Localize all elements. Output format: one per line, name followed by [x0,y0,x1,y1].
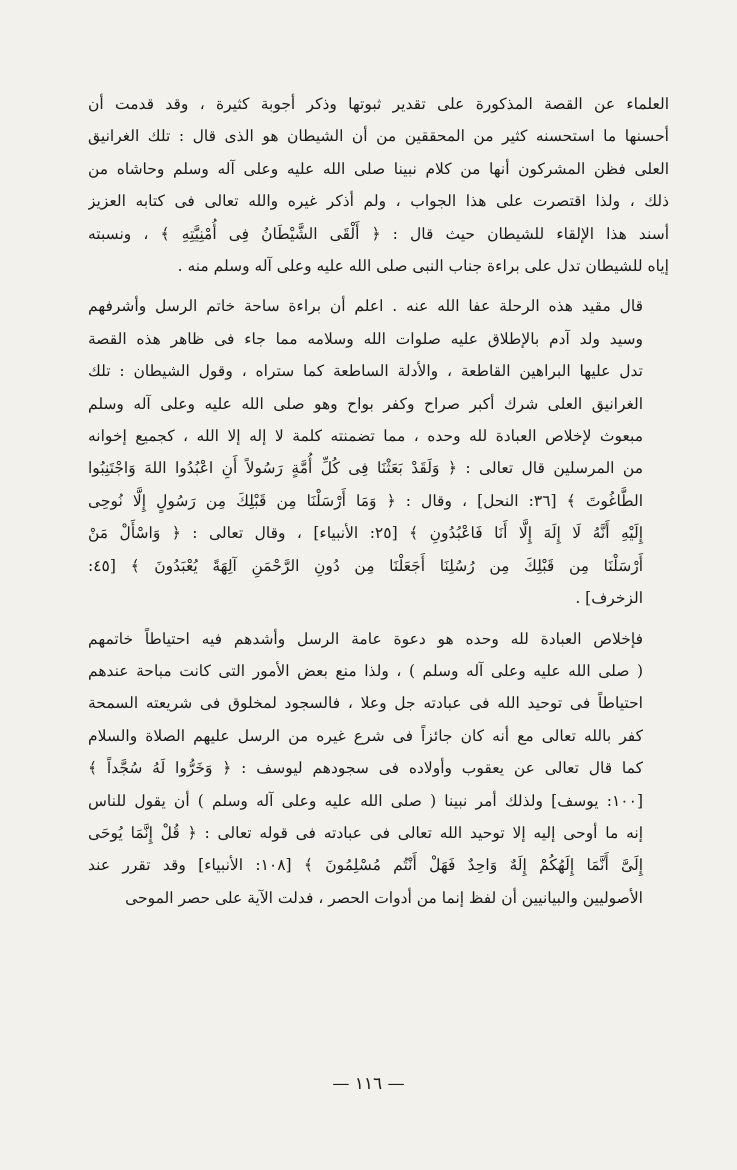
text-line: الطَّاغُوتَ ﴾ [٣٦: النحل] ، وقال : ﴿ وَمَا أَرْسَلْنَا مِن قَبْلِكَ مِن رَسُولٍ إِلَّا نُوحِى [88,491,643,510]
text-line: ذلك ، ولذا اقتصرت على هذا الجواب ، ولم أذكر غيره والله تعالى فى كتابه العزيز [88,192,669,211]
text-line: احتياطاً فى توحيد الله فى عبادته جل وعلا ، فالسجود لمخلوق فى شريعته السمحة [88,694,643,713]
text-line: إياه للشيطان تدل على براءة جناب النبى صلى الله عليه وعلى آله وسلم منه . [177,257,669,276]
text-line: مبعوث لإخلاص العبادة لله وحده ، مما تضمنته كلمة لا إله إلا الله ، كجميع إخوانه [88,427,643,446]
text-line: إِلَيْهِ أَنَّهُ لَا إِلَهَ إِلَّا أَنَا فَاعْبُدُونِ ﴾ [٢٥: الأنبياء] ، وقال تعالى : ﴿ وَاسْأَلْ مَنْ [88,524,643,543]
text-line: أحسنها ما استحسنه كثير من المحققين من أن الشيطان هو الذى قال : تلك الغرانيق [88,127,669,146]
text-line: كفر بالله تعالى مع أنه كان جائزاً فى شرع غيره من الرسل عليهم الصلاة والسلام [88,726,643,745]
text-line: الزخرف] . [575,589,643,608]
page-number: — ١١٦ — [332,1074,405,1094]
text-line: فإخلاص العبادة لله وحده هو دعوة عامة الرسل وأشدهم فيه احتياطاً خاتمهم [88,629,643,648]
paragraph-2 [88,290,669,614]
paragraph-3 [88,623,669,915]
text-line: أَرْسَلْنَا مِن قَبْلِكَ مِن رُسُلِنَا أَجَعَلْنَا مِن دُونِ الرَّحْمَنِ آلِهَةً يُعْبَدُونَ ﴾ [٤٥: [88,556,643,575]
text-line: الغرانيق العلى شرك أكبر صراح وكفر بواح وهو صلى الله عليه وعلى آله وسلم [88,394,643,413]
text-line: الأصوليين والبيانيين أن لفظ إنما من أدوات الحصر ، فدلت الآية على حصر الموحى [125,888,643,907]
text-line: إنه ما أوحى إليه إلا توحيد الله تعالى فى عبادته فى قوله تعالى : ﴿ قُلْ إِنَّمَا يُوحَى [88,823,643,842]
text-line: تدل عليها البراهين القاطعة ، والأدلة الساطعة كما ستراه ، وقول الشيطان : تلك [88,362,643,381]
text-line: العلى فظن المشركون أنها من كلام نبينا صلى الله عليه وعلى آله وسلم وحاشاه من [88,159,669,178]
text-line: من المرسلين قال تعالى : ﴿ وَلَقَدْ بَعَثْنَا فِى كُلِّ أُمَّةٍ رَسُولاً أَنِ اعْبُدُوا اللهَ وَاجْتَنِبُوا [88,459,643,478]
text-line: ( صلى الله عليه وعلى آله وسلم ) ، ولذا منع بعض الأمور التى كانت مباحة عندهم [88,661,643,680]
text-line: العلماء عن القصة المذكورة على تقدير ثبوتها وذكر أجوبة كثيرة ، وقد قدمت أن [88,95,669,113]
text-line: وسيد ولد آدم بالإطلاق عليه صلوات الله وسلامه مما جاء فى ظاهر هذه القصة [88,329,643,348]
text-line: كما قال تعالى عن يعقوب وأولاده فى سجودهم ليوسف : ﴿ وَخَرُّوا لَهُ سُجَّداً ﴾ [88,759,643,778]
text-line: قال مقيد هذه الرحلة عفا الله عنه . اعلم أن براءة ساحة خاتم الرسل وأشرفهم [88,297,643,316]
text-line: [١٠٠: يوسف] ولذلك أمر نبينا ( صلى الله عليه وعلى آله وسلم ) أن يقول للناس [88,791,643,810]
text-line: إِلَىَّ أَنَّمَا إِلَهُكُمْ إِلَهٌ وَاحِدٌ فَهَلْ أَنْتُم مُسْلِمُونَ ﴾ [١٠٨: الأنبياء] وقد تقرر عند [88,856,643,875]
text-line: أسند هذا الإلقاء للشيطان حيث قال : ﴿ أَلْقَى الشَّيْطَانُ فِى أُمْنِيَّتِهِ ﴾ ، ونسبته [88,224,669,243]
paragraph-1 [88,88,669,282]
